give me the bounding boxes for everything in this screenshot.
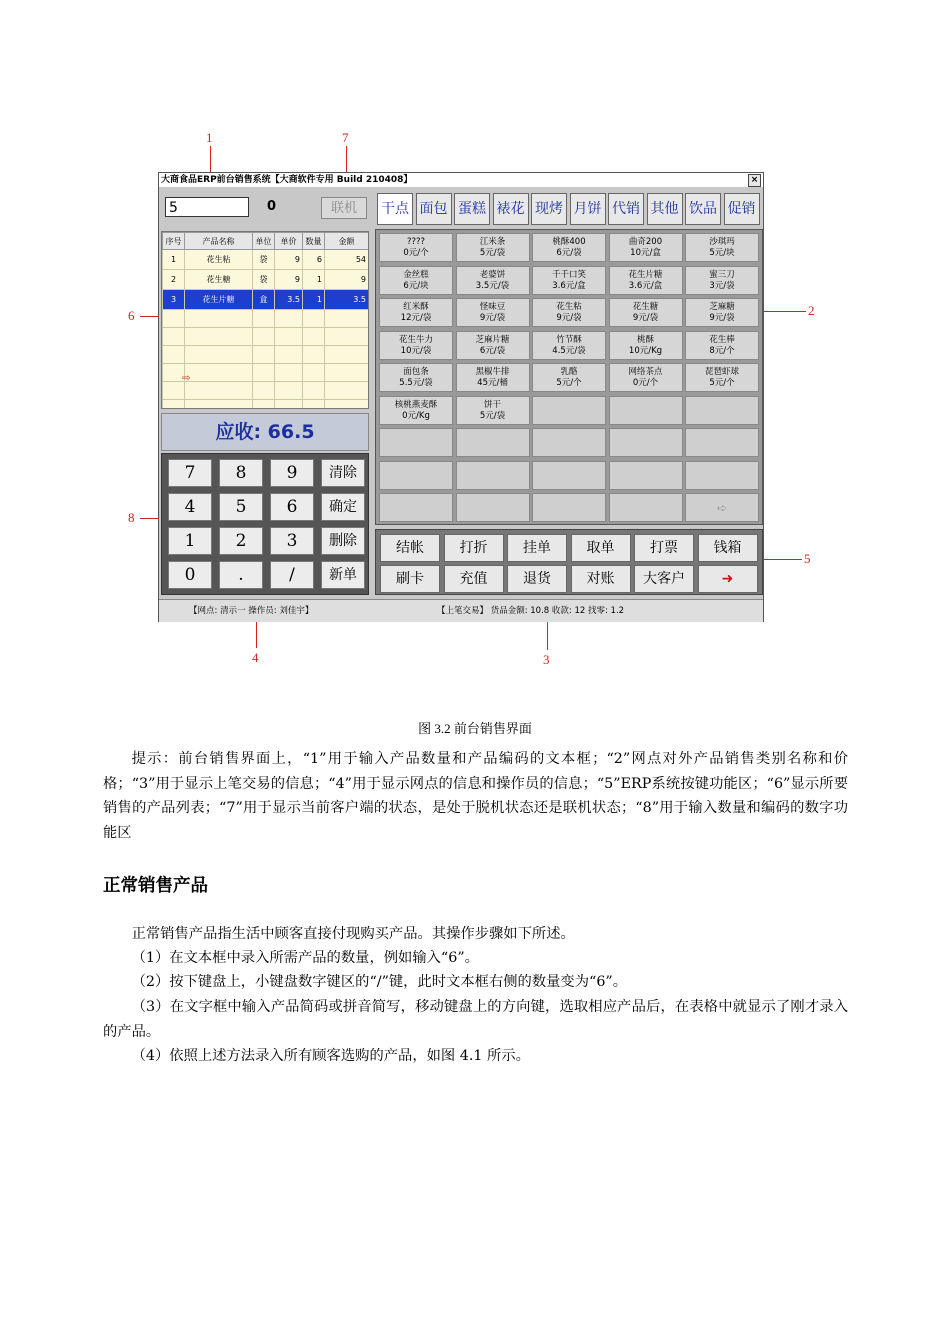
step-intro: 正常销售产品指生活中顾客直接付现购买产品。其操作步骤如下所述。 — [131, 926, 575, 942]
numeric-keypad — [161, 453, 369, 595]
product-name: 花生棒 — [709, 334, 735, 345]
next-page-button[interactable] — [685, 493, 759, 522]
category-tab[interactable]: 代销 — [608, 193, 644, 225]
product-price: 5.5元/袋 — [399, 378, 433, 388]
keypad-key[interactable]: . — [219, 561, 263, 589]
product-button[interactable] — [379, 266, 453, 295]
product-name: 花生牛力 — [398, 334, 433, 345]
function-button[interactable]: 结帐 — [380, 534, 440, 562]
product-name: 曲奇200 — [628, 237, 663, 247]
product-button[interactable] — [379, 363, 453, 392]
product-price: 9元/袋 — [556, 313, 582, 323]
category-tab[interactable]: 饮品 — [685, 193, 721, 225]
table-cell: 1 — [303, 270, 325, 290]
column-header: 数量 — [303, 233, 325, 250]
product-price: 9元/袋 — [709, 313, 735, 323]
product-name: 怪味豆 — [479, 302, 506, 312]
product-name: 金丝糕 — [403, 269, 429, 280]
keypad-key[interactable]: 2 — [219, 527, 263, 555]
empty-product-slot — [456, 461, 530, 490]
product-name: 饼干 — [483, 399, 501, 410]
function-buttons — [375, 529, 763, 595]
empty-product-slot — [609, 428, 683, 457]
hint-paragraph: 提示：前台销售界面上，“1”用于输入产品数量和产品编码的文本框；“2”网点对外产品销售类别名称和价格；“3”用于显示上笔交易的信息；“4”用于显示网点的信息和操作员的信息；“5”ERP系统按键功能区；“6”显示所要销售的产品列表；“7”用于显示当前客户端的状态，是处于脱机状态还是联机状态；“8”用于输入数量和编码的数字功能区 — [103, 751, 848, 841]
keypad-key[interactable]: 9 — [270, 459, 314, 487]
product-button[interactable] — [456, 331, 530, 360]
table-cell: 袋 — [253, 250, 275, 270]
product-name: 芝麻片糖 — [475, 334, 510, 345]
table-cell: 2 — [163, 270, 185, 290]
product-price: 8元/个 — [709, 345, 735, 356]
product-button[interactable] — [532, 331, 606, 360]
product-price: 5元/个 — [709, 378, 735, 388]
product-button[interactable] — [379, 331, 453, 360]
empty-product-slot — [532, 396, 606, 425]
product-name: 乳酪 — [560, 367, 578, 377]
table-cell: 6 — [303, 250, 325, 270]
callout-7: 7 — [342, 130, 349, 145]
column-header: 序号 — [163, 233, 185, 250]
title-bar — [159, 173, 763, 187]
product-price: 6元/袋 — [556, 248, 582, 258]
table-cell: 9 — [275, 270, 303, 290]
product-price: 3.5元/袋 — [475, 280, 510, 291]
product-price: 4.5元/袋 — [552, 345, 586, 356]
empty-product-slot — [456, 428, 530, 457]
product-price: 10元/Kg — [628, 345, 663, 356]
product-price: 9元/袋 — [632, 313, 659, 323]
table-body — [163, 250, 369, 410]
product-button[interactable] — [379, 396, 453, 425]
quantity-display: 0 — [267, 199, 277, 214]
function-button[interactable]: 挂单 — [507, 534, 567, 562]
product-price: 10元/盒 — [630, 248, 661, 258]
keypad-key[interactable]: 新单 — [321, 561, 365, 589]
product-price: 5元/袋 — [479, 410, 506, 421]
callout-1: 1 — [206, 130, 213, 145]
empty-product-slot — [532, 428, 606, 457]
step-4: （4）依照上述方法录入所有顾客选购的产品，如图 4.1 所示。 — [131, 1048, 530, 1064]
callout-8: 8 — [128, 510, 135, 525]
function-button[interactable]: 对账 — [571, 565, 631, 593]
table-cell: 9 — [275, 250, 303, 270]
keypad-key[interactable]: 1 — [168, 527, 212, 555]
category-tab[interactable]: 裱花 — [493, 193, 529, 225]
product-price: 5元/块 — [709, 248, 735, 258]
keypad-key[interactable]: 清除 — [321, 459, 365, 487]
product-name: 琵琶虾球 — [704, 367, 739, 377]
product-list-table — [161, 231, 369, 409]
callout-5: 5 — [804, 551, 811, 566]
product-name: 核桃燕麦酥 — [394, 399, 438, 410]
empty-product-slot — [609, 493, 683, 522]
product-button[interactable] — [456, 233, 530, 262]
sales-window — [158, 172, 764, 622]
keypad-key[interactable]: 0 — [168, 561, 212, 589]
product-button[interactable] — [609, 331, 683, 360]
product-name: 蜜三刀 — [709, 269, 735, 280]
keypad-key[interactable]: 3 — [270, 527, 314, 555]
function-button[interactable]: 取单 — [571, 534, 631, 562]
empty-row — [163, 382, 369, 400]
table-cell: 9 — [325, 270, 369, 290]
figure-caption: 图 3.2 前台销售界面 — [418, 721, 532, 736]
category-tab[interactable]: 月饼 — [570, 193, 606, 225]
product-name: ???? — [406, 237, 426, 247]
category-tab[interactable]: 促销 — [724, 193, 760, 225]
keypad-key[interactable]: / — [270, 561, 314, 589]
row-pointer-icon: ⇨ — [182, 373, 191, 384]
product-button[interactable] — [609, 233, 683, 262]
function-button[interactable]: 充值 — [444, 565, 504, 593]
product-name: 花生片糖 — [628, 269, 663, 280]
product-price: 6元/袋 — [479, 345, 506, 356]
empty-product-slot — [532, 493, 606, 522]
category-tab[interactable]: 蛋糕 — [454, 193, 490, 225]
callout-3: 3 — [543, 652, 550, 667]
table-cell: 3.5 — [275, 290, 303, 310]
product-price: 10元/袋 — [400, 345, 432, 356]
empty-product-slot — [456, 493, 530, 522]
keypad-key[interactable]: 确定 — [321, 493, 365, 521]
window-title: 大商食品ERP前台销售系统【大商软件专用 Build 210408】 — [161, 175, 413, 185]
empty-row — [163, 346, 369, 364]
column-header: 金额 — [325, 233, 369, 250]
product-grid — [375, 229, 763, 525]
keypad-key[interactable]: 8 — [219, 459, 263, 487]
empty-product-slot — [379, 428, 453, 457]
category-tabs — [375, 193, 763, 227]
product-price: 6元/块 — [403, 280, 429, 291]
product-name: 面包条 — [403, 367, 429, 377]
step-3: （3）在文字框中输入产品简码或拼音简写，移动键盘上的方向键，选取相应产品后，在表格中就显示了刚才录入的产品。 — [103, 999, 848, 1040]
table-cell: 3 — [163, 290, 185, 310]
product-price: 0元/个 — [632, 378, 659, 388]
product-name: 花生粘 — [556, 302, 582, 312]
callout-4: 4 — [252, 650, 259, 665]
table-cell: 1 — [163, 250, 185, 270]
function-button[interactable]: 刷卡 — [380, 565, 440, 593]
product-price: 9元/袋 — [479, 313, 506, 323]
product-price: 3元/袋 — [709, 280, 735, 291]
product-button[interactable] — [532, 233, 606, 262]
product-price: 0元/个 — [403, 248, 429, 258]
product-button[interactable] — [456, 266, 530, 295]
function-button[interactable]: 退货 — [507, 565, 567, 593]
empty-product-slot — [379, 461, 453, 490]
status-bar — [159, 599, 763, 622]
keypad-key[interactable]: 6 — [270, 493, 314, 521]
callout-2: 2 — [808, 303, 815, 318]
section-heading: 正常销售产品 — [103, 876, 208, 896]
product-name: 花生糖 — [632, 302, 659, 312]
empty-product-slot — [609, 461, 683, 490]
product-name: 竹节酥 — [556, 334, 582, 345]
table-cell: 3.5 — [325, 290, 369, 310]
product-price: 0元/Kg — [402, 410, 430, 421]
function-button[interactable]: 打折 — [444, 534, 504, 562]
product-button[interactable] — [456, 396, 530, 425]
function-button[interactable]: ➜ — [698, 565, 758, 593]
product-button[interactable] — [379, 233, 453, 262]
product-button[interactable] — [685, 233, 759, 262]
empty-product-slot — [685, 461, 759, 490]
status-store-operator: 【网点: 清示一 操作员: 刘佳宇】 — [189, 606, 314, 616]
column-header: 产品名称 — [185, 233, 253, 250]
empty-product-slot — [685, 396, 759, 425]
product-price: 3.6元/盒 — [628, 280, 663, 291]
product-name: 桃酥400 — [552, 237, 586, 247]
keypad-key[interactable]: 4 — [168, 493, 212, 521]
empty-row — [163, 328, 369, 346]
keypad-key[interactable]: 5 — [219, 493, 263, 521]
category-tab[interactable]: 其他 — [647, 193, 683, 225]
category-tab[interactable]: 面包 — [416, 193, 452, 225]
product-price: 3.6元/盒 — [552, 280, 586, 291]
product-button[interactable] — [532, 298, 606, 327]
product-price: 45元/桶 — [477, 378, 508, 388]
empty-product-slot — [685, 428, 759, 457]
table-cell: 花生糖 — [185, 270, 253, 290]
product-name: 千千口笑 — [551, 269, 586, 280]
table-row[interactable] — [163, 250, 369, 270]
table-cell: 花生粘 — [185, 250, 253, 270]
close-button[interactable]: × — [748, 174, 761, 187]
product-button[interactable] — [609, 298, 683, 327]
table-cell: 花生片糖 — [185, 290, 253, 310]
product-name: 黑椒牛排 — [475, 367, 510, 377]
next-arrow-icon: ➪ — [716, 501, 728, 515]
function-button[interactable]: 大客户 — [634, 565, 694, 593]
product-button[interactable] — [379, 298, 453, 327]
table-row[interactable] — [163, 290, 369, 310]
product-price: 12元/袋 — [400, 313, 432, 323]
function-button[interactable]: 打票 — [634, 534, 694, 562]
empty-row — [163, 400, 369, 410]
step-1: （1）在文本框中录入所需产品的数量，例如输入“6”。 — [131, 950, 479, 966]
keypad-key[interactable]: 7 — [168, 459, 212, 487]
empty-product-slot — [609, 396, 683, 425]
empty-product-slot — [379, 493, 453, 522]
product-button[interactable] — [456, 363, 530, 392]
table-cell: 54 — [325, 250, 369, 270]
online-button[interactable]: 联机 — [321, 197, 367, 219]
product-button[interactable] — [609, 266, 683, 295]
column-header: 单价 — [275, 233, 303, 250]
step-2: （2）按下键盘上，小键盘数字键区的“/”键，此时文本框右侧的数量变为“6”。 — [131, 974, 628, 990]
product-button[interactable] — [609, 363, 683, 392]
empty-row — [163, 364, 369, 382]
product-button[interactable] — [685, 298, 759, 327]
keypad-key[interactable]: 删除 — [321, 527, 365, 555]
product-name: 芝麻糖 — [709, 302, 735, 312]
amount-receivable: 应收: 66.5 — [161, 413, 369, 451]
column-header: 单位 — [253, 233, 275, 250]
category-tab[interactable]: 干点 — [377, 193, 413, 225]
product-name: 红米酥 — [403, 302, 429, 312]
product-button[interactable] — [685, 266, 759, 295]
product-button[interactable] — [532, 266, 606, 295]
quantity-code-input[interactable]: 5 — [165, 197, 249, 217]
product-name: 沙琪玛 — [709, 237, 735, 247]
table-cell: 盒 — [253, 290, 275, 310]
callout-6: 6 — [128, 308, 135, 323]
product-price: 5元/个 — [556, 378, 582, 388]
product-name: 网络茶点 — [628, 367, 663, 377]
table-header — [163, 233, 369, 250]
product-name: 江米条 — [479, 237, 506, 247]
table-cell: 袋 — [253, 270, 275, 290]
function-button[interactable]: 钱箱 — [698, 534, 758, 562]
product-name: 老婆饼 — [479, 269, 506, 280]
product-button[interactable] — [532, 363, 606, 392]
product-name: 桃酥 — [636, 334, 654, 345]
status-last-transaction: 【上笔交易】 货品金额: 10.8 收款: 12 找零: 1.2 — [437, 606, 625, 616]
product-button[interactable] — [685, 331, 759, 360]
product-button[interactable] — [456, 298, 530, 327]
product-price: 5元/袋 — [479, 248, 506, 258]
table-cell: 1 — [303, 290, 325, 310]
product-button[interactable] — [685, 363, 759, 392]
table-row[interactable] — [163, 270, 369, 290]
empty-row — [163, 310, 369, 328]
empty-product-slot — [532, 461, 606, 490]
category-tab[interactable]: 现烤 — [531, 193, 567, 225]
